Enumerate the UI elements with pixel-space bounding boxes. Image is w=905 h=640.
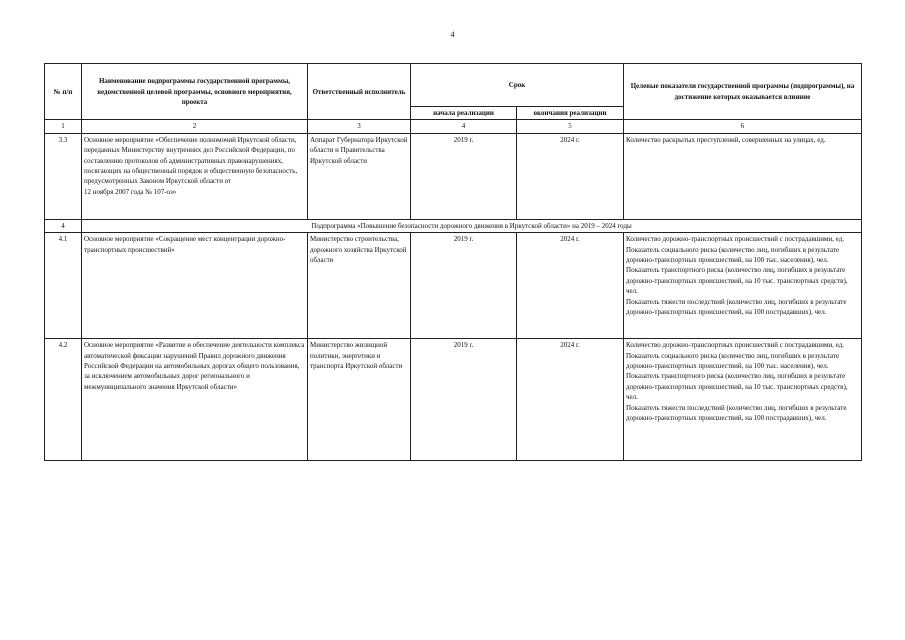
row-indicators: Количество раскрытых преступлений, совершенных на улицах, ед. (624, 133, 862, 219)
column-number: 6 (624, 120, 862, 133)
row-end: 2024 г. (517, 339, 624, 461)
column-number: 4 (411, 120, 517, 133)
row-num: 3.3 (45, 133, 82, 219)
row-name: Основное мероприятие «Сокращение мест концентрации дорожно-транспортных происшествий» (82, 233, 308, 339)
column-number: 2 (82, 120, 308, 133)
row-start: 2019 г. (411, 133, 517, 219)
header-term: Срок (411, 64, 624, 107)
row-indicators: Количество дорожно-транспортных происшествий с пострадавшими, ед. Показатель социального риска (количество лиц, погибших в результате дорожно-транспортных происшествий, на 100 тыс. населения), чел. Показатель транспортного риска (количество лиц, погибших в результате дорожно-транспортных происшествий, на 10 тыс. транспортных средств), чел. Показатель тяжести последствий (количество лиц, погибших в результате дорожно-транспортных происшествий, на 100 пострадавших), чел. (624, 339, 862, 461)
row-name: Основное мероприятие «Развитие и обеспечение деятельности комплекса автоматической фиксации нарушений Правил дорожного движения Российской Федерации на автомобильных дорогах общего пользования, за исключением автомобильных дорог регионального и межмуниципального значения Иркутской области» (82, 339, 308, 461)
header-term-end: окончания реализации (517, 107, 624, 120)
row-num: 4.1 (45, 233, 82, 339)
header-term-start: начала реализации (411, 107, 517, 120)
table-row (45, 339, 862, 461)
header-row (45, 64, 862, 107)
row-responsible: Аппарат Губернатора Иркутской области и Правительства Иркутской области (308, 133, 411, 219)
header-responsible: Ответственный исполнитель (308, 64, 411, 120)
section-num: 4 (45, 219, 82, 232)
row-indicators: Количество дорожно-транспортных происшествий с пострадавшими, ед. Показатель социального риска (количество лиц, погибших в результате дорожно-транспортных происшествий, на 100 тыс. населения), чел. Показатель транспортного риска (количество лиц, погибших в результате дорожно-транспортных происшествий, на 10 тыс. транспортных средств), чел. Показатель тяжести последствий (количество лиц, погибших в результате дорожно-транспортных происшествий, на 100 пострадавших), чел. (624, 233, 862, 339)
program-table (44, 63, 862, 461)
row-responsible: Министерство строительства, дорожного хозяйства Иркутской области (308, 233, 411, 339)
row-num: 4.2 (45, 339, 82, 461)
section-row (45, 219, 862, 232)
column-numbers-row (45, 120, 862, 133)
row-end: 2024 г. (517, 233, 624, 339)
column-number: 1 (45, 120, 82, 133)
column-number: 5 (517, 120, 624, 133)
table-row (45, 233, 862, 339)
header-name: Наименование подпрограммы государственной программы, ведомственной целевой программы, основного мероприятия, проекта (82, 64, 308, 120)
section-title: Подпрограмма «Повышение безопасности дорожного движения в Иркутской области» на 2019 – 2024 годы (82, 219, 862, 232)
header-num: № п/п (45, 64, 82, 120)
row-end: 2024 г. (517, 133, 624, 219)
row-name: Основное мероприятие «Обеспечение полномочий Иркутской области, переданных Министерству внутренних дел Российской Федерации, по составлению протоколов об административных правонарушениях, посягающих на общественный порядок и общественную безопасность, предусмотренных Законом Иркутской области от 12 ноября 2007 года № 107-оз» (82, 133, 308, 219)
header-indicators: Целевые показатели государственной программы (подпрограммы), на достижение которых оказывается влияние (624, 64, 862, 120)
column-number: 3 (308, 120, 411, 133)
row-start: 2019 г. (411, 233, 517, 339)
page-number: 4 (450, 30, 455, 39)
row-responsible: Министерство жилищной политики, энергетики и транспорта Иркутской области (308, 339, 411, 461)
row-start: 2019 г. (411, 339, 517, 461)
table-row (45, 133, 862, 219)
